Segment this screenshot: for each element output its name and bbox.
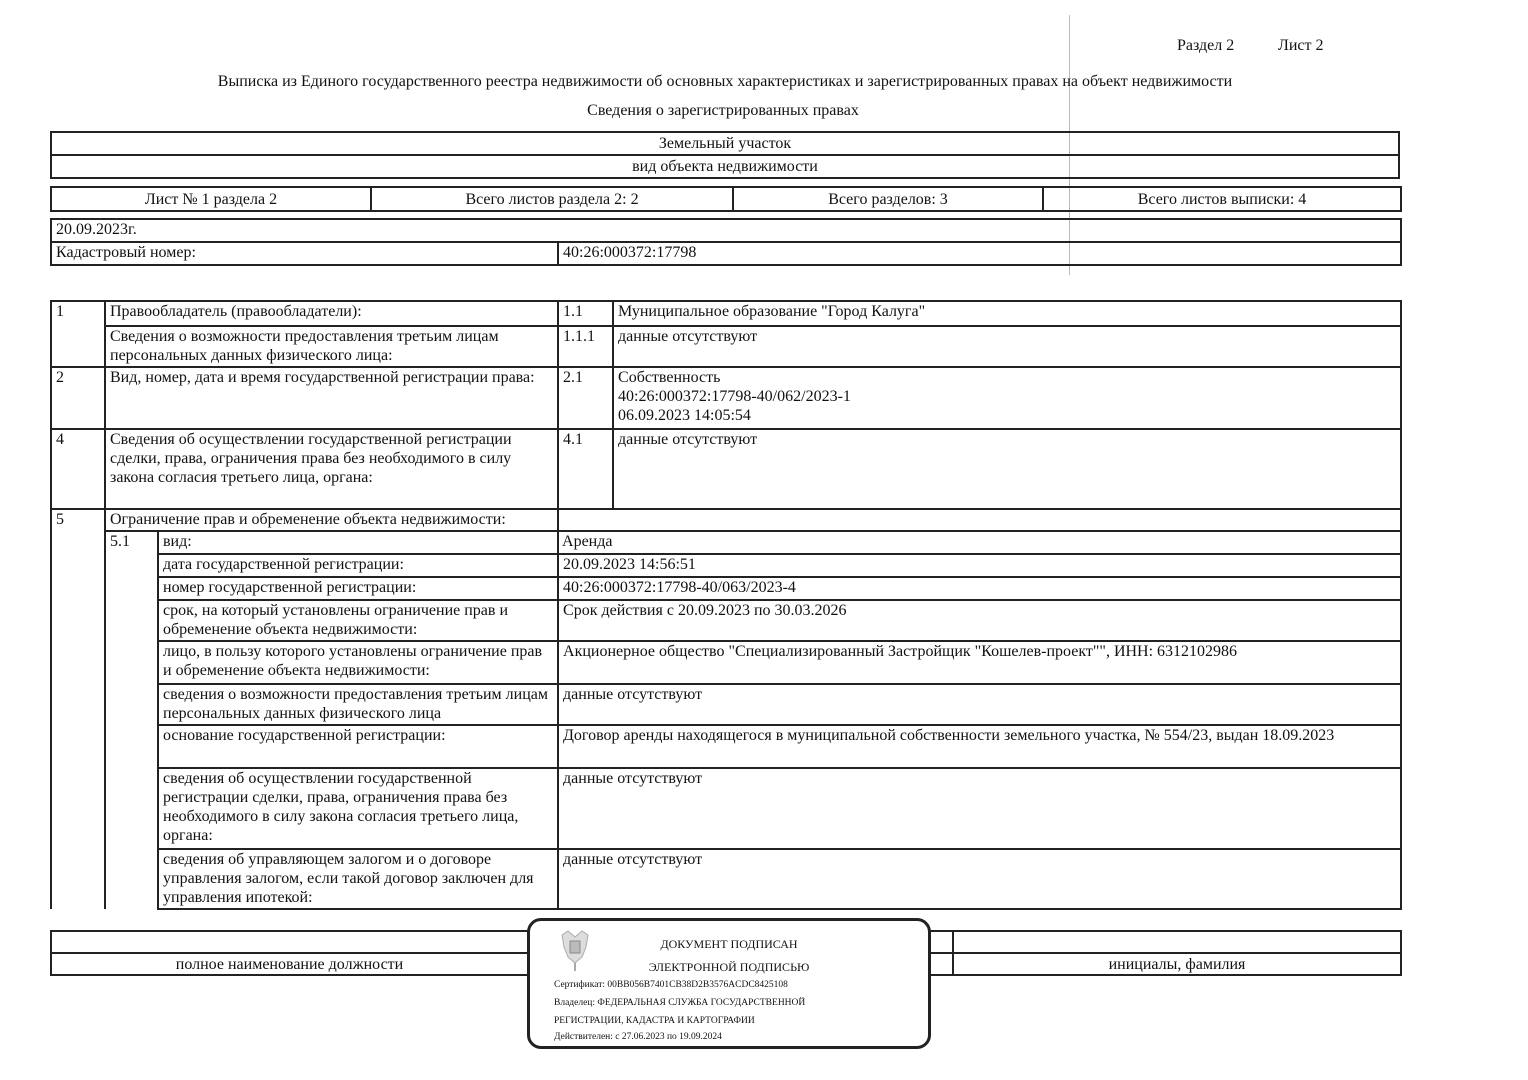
right-type: Собственность [618,369,721,386]
encumbrance-label: срок, на который установлены ограничение прав и обременение объекта недвижимости: [158,600,558,641]
initials-label: инициалы, фамилия [953,953,1401,975]
encumbrance-value: данные отсутствуют [558,849,1401,909]
cadastral-table [50,218,1402,266]
document-subtitle: Сведения о зарегистрированных правах [587,102,859,119]
row-value [558,509,1401,531]
encumbrance-row [51,768,1401,849]
encumbrance-row [51,684,1401,725]
encumbrance-label: вид: [158,531,558,554]
row-number: 2 [51,367,105,429]
encumbrance-label: основание государственной регистрации: [158,725,558,768]
object-type: Земельный участок [51,132,1399,155]
sub-number: 1.1.1 [558,326,613,367]
stamp-owner-line-1: Владелец: ФЕДЕРАЛЬНАЯ СЛУЖБА ГОСУДАРСТВЕННОЙ [554,998,806,1008]
position-label: полное наименование должности [51,953,528,975]
stamp-certificate: Сертификат: 00BB056B7401CB38D2B3576ACDC8425108 [554,980,788,990]
cadastral-number: 40:26:000372:17798 [558,242,1401,265]
sheets-info-table [50,186,1402,212]
row-label: Сведения об осуществлении государственной регистрации сделки, права, ограничения права без необходимого в силу закона согласия третьего лица, органа: [105,429,558,509]
encumbrance-row [51,531,1401,554]
row-value: данные отсутствуют [613,429,1401,509]
encumbrance-label: сведения об управляющем залогом и о договоре управления залогом, если такой договор заключен для управления ипотекой: [158,849,558,909]
row-label: Правообладатель (правообладатели): [105,301,558,326]
encumbrance-value: 20.09.2023 14:56:51 [558,554,1401,577]
sub-number: 1.1 [558,301,613,326]
stamp-line-2: ЭЛЕКТРОННОЙ ПОДПИСЬЮ [648,960,810,974]
table-row [51,367,1401,429]
total-sheets: Всего листов выписки: 4 [1043,187,1401,211]
encumbrance-value: Срок действия с 20.09.2023 по 30.03.2026 [558,600,1401,641]
encumbrance-value: 40:26:000372:17798-40/063/2023-4 [558,577,1401,600]
electronic-signature-stamp [527,918,931,1049]
row-value [613,367,1401,429]
row-value: данные отсутствуют [613,326,1401,367]
registration-datetime: 06.09.2023 14:05:54 [618,407,751,424]
row-number: 5 [51,509,105,909]
encumbrance-label: дата государственной регистрации: [158,554,558,577]
registration-number: 40:26:000372:17798-40/062/2023-1 [618,388,851,405]
sheet-label: Лист 2 [1278,37,1324,54]
table-row [51,301,1401,326]
row-number: 1 [51,301,105,367]
encumbrance-row [51,577,1401,600]
section-label: Раздел 2 [1177,37,1235,54]
section-sheets: Всего листов раздела 2: 2 [371,187,733,211]
stamp-line-1: ДОКУМЕНТ ПОДПИСАН [660,937,798,951]
object-type-table [50,131,1400,179]
encumbrance-label: сведения о возможности предоставления третьим лицам персональных данных физического лица [158,684,558,725]
sub-number: 2.1 [558,367,613,429]
document-title: Выписка из Единого государственного реестра недвижимости об основных характеристиках и зарегистрированных правах на объект недвижимости [217,73,1233,90]
row-label: Сведения о возможности предоставления третьим лицам персональных данных физического лица: [105,326,558,367]
extract-date: 20.09.2023г. [51,219,1401,242]
object-type-caption: вид объекта недвижимости [51,155,1399,178]
stamp-owner-line-2: РЕГИСТРАЦИИ, КАДАСТРА И КАРТОГРАФИИ [554,1016,755,1026]
total-sections: Всего разделов: 3 [733,187,1043,211]
encumbrance-row [51,600,1401,641]
encumbrance-label: номер государственной регистрации: [158,577,558,600]
sub-number: 4.1 [558,429,613,509]
encumbrance-value: данные отсутствуют [558,684,1401,725]
encumbrance-label: лицо, в пользу которого установлены ограничение прав и обременение объекта недвижимости: [158,641,558,684]
row-label: Вид, номер, дата и время государственной регистрации права: [105,367,558,429]
encumbrance-value: Договор аренды находящегося в муниципальной собственности земельного участка, № 554/23, выдан 18.09.2023 [558,725,1401,768]
row-label: Ограничение прав и обременение объекта недвижимости: [105,509,558,531]
encumbrance-number: 5.1 [105,531,158,909]
row-number: 4 [51,429,105,509]
table-row [51,429,1401,509]
sheet-number: Лист № 1 раздела 2 [51,187,371,211]
table-row [51,509,1401,531]
encumbrance-value: Аренда [558,531,1401,554]
encumbrance-row [51,554,1401,577]
encumbrance-value: данные отсутствуют [558,768,1401,849]
encumbrance-row [51,849,1401,909]
encumbrance-value: Акционерное общество "Специализированный Застройщик "Кошелев-проект"", ИНН: 6312102986 [558,641,1401,684]
encumbrance-label: сведения об осуществлении государственной регистрации сделки, права, ограничения права без необходимого в силу закона согласия третьего лица, органа: [158,768,558,849]
encumbrance-row [51,725,1401,768]
row-value: Муниципальное образование "Город Калуга" [613,301,1401,326]
encumbrance-row [51,641,1401,684]
stamp-validity: Действителен: с 27.06.2023 по 19.09.2024 [554,1032,722,1042]
table-row [51,326,1401,367]
rights-table [50,300,1402,910]
cadastral-label: Кадастровый номер: [51,242,558,265]
